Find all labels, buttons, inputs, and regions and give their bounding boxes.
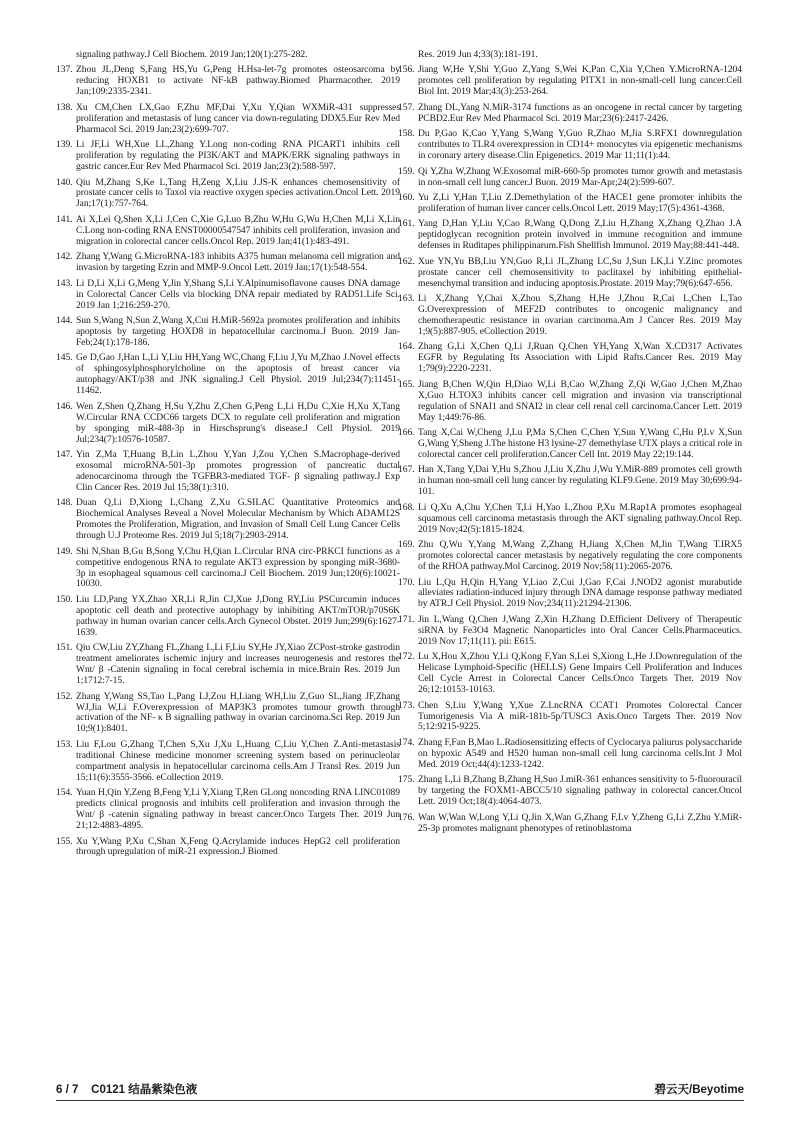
reference-text: signaling pathway.J Cell Biochem. 2019 Jan;120(1):275-282. bbox=[76, 49, 308, 60]
reference-text: Xu CM,Chen LX,Gao F,Zhu MF,Dai Y,Xu Y,Qian WXMiR-431 suppresses proliferation and metastasis of lung cancer via down-regulating DDX5.Eur Rev Med Pharmacol Sci. 2019 Jan;23(2):699-707. bbox=[76, 101, 400, 135]
reference-text: Zhang Y,Wang SS,Tao L,Pang LJ,Zou H,Liang WH,Liu Z,Guo SL,Jiang JF,Zhang WJ,Jia W,Li F.Overexpression of MAP3K3 promotes tumour growth through activation of the NF- κ B signalling pathway in ovarian carcinoma.Sci Rep. 2019 Jun 10;9(1):8401. bbox=[76, 690, 400, 735]
reference-text: Xue YN,Yu BB,Liu YN,Guo R,Li JL,Zhang LC,Su J,Sun LK,Li Y.Zinc promotes prostate cancer cell chemosensitivity to paclitaxel by inhibiting epithelial-mesenchymal transition and inducing apoptosis.Prostate. 2019 May;79(6):647-656. bbox=[418, 255, 742, 289]
reference-item bbox=[398, 129, 742, 162]
reference-text: Res. 2019 Jun 4;33(3):181-191. bbox=[418, 49, 538, 60]
reference-item bbox=[398, 578, 742, 611]
reference-number: 141. bbox=[56, 213, 73, 225]
reference-number: 165. bbox=[398, 378, 415, 390]
reference-number: 149. bbox=[56, 545, 73, 557]
reference-item bbox=[56, 103, 400, 136]
reference-number: 167. bbox=[398, 464, 415, 476]
reference-number: 157. bbox=[398, 101, 415, 113]
reference-number: 137. bbox=[56, 64, 73, 76]
reference-text: Han X,Tang Y,Dai Y,Hu S,Zhou J,Liu X,Zhu J,Wu Y.MiR-889 promotes cell growth in human non-small cell lung cancer by regulating KLF9.Gene. 2019 May 30;699:94-101. bbox=[418, 464, 742, 498]
reference-item bbox=[56, 643, 400, 687]
reference-number: 151. bbox=[56, 642, 73, 654]
reference-text: Ai X,Lei Q,Shen X,Li J,Cen C,Xie G,Luo B,Zhu W,Hu G,Wu H,Chen M,Li X,Lin C.Long non-coding RNA ENST00000547547 inhibits cell proliferation, invasion and migration in colorectal cancer cells.Oncol Rep. 2019 Jan;41(1):483-491. bbox=[76, 213, 400, 247]
reference-item bbox=[398, 465, 742, 498]
reference-text: Shi N,Shan B,Gu B,Song Y,Chu H,Qian L.Circular RNA circ-PRKCI functions as a competitive endogenous RNA to regulate AKT3 expression by sponging miR-3680-3p in esophageal squamous cell carcinoma.J Cell Biochem. 2019 Jun;120(6):10021-10030. bbox=[76, 545, 400, 590]
reference-number: 148. bbox=[56, 497, 73, 509]
reference-text: Liu F,Lou G,Zhang T,Chen S,Xu J,Xu L,Huang C,Liu Y,Chen Z.Anti-metastasis traditional Chinese medicine monomer screening system based on perinucleolar compartment analysis in hepatocellular carcinoma cells.Am J Transl Res. 2019 Jun 15;11(6):3555-3566. eCollection 2019. bbox=[76, 738, 400, 783]
reference-item bbox=[398, 103, 742, 125]
reference-number: 163. bbox=[398, 293, 415, 305]
reference-item bbox=[56, 140, 400, 173]
reference-text: Sun S,Wang N,Sun Z,Wang X,Cui H.MiR-5692a promotes proliferation and inhibits apoptosis by targeting HOXD8 in hepatocellular carcinoma.J Buon. 2019 Jan-Feb;24(1):178-186. bbox=[76, 315, 400, 348]
reference-number: 144. bbox=[56, 315, 73, 327]
reference-column-right bbox=[398, 50, 742, 839]
reference-item bbox=[398, 380, 742, 424]
reference-text: Zhang F,Fan B,Mao L.Radiosensitizing effects of Cyclocarya paliurus polysaccharide on hypoxic A549 and H520 human non-small cell lung carcinoma cells.Int J Mol Med. 2019 Oct;44(4):1233-1242. bbox=[418, 736, 742, 770]
reference-item bbox=[398, 219, 742, 252]
reference-text: Qi Y,Zha W,Zhang W.Exosomal miR-660-5p promotes tumor growth and metastasis in non-small cell lung cancer.J Buon. 2019 Mar-Apr;24(2):599-607. bbox=[418, 165, 742, 188]
reference-number: 170. bbox=[398, 576, 415, 588]
brand-name: 碧云天/Beyotime bbox=[654, 1084, 744, 1096]
reference-item bbox=[56, 547, 400, 591]
reference-number: 145. bbox=[56, 352, 73, 364]
reference-text: Duan Q,Li D,Xiong L,Chang Z,Xu G.SILAC Quantitative Proteomics and Biochemical Analyses Reveal a Novel Molecular Mechanism by Which ADAM12S Promotes the Proliferation, Migration, and Invasion of Small Cell Lung Cancer Cells through U.J Proteome Res. 2019 Jul 5;18(7):2903-2914. bbox=[76, 497, 400, 542]
page-number: 6 / 7 bbox=[56, 1084, 79, 1096]
reference-text: Jiang W,He Y,Shi Y,Guo Z,Yang S,Wei K,Pan C,Xia Y,Chen Y.MicroRNA-1204 promotes cell proliferation by regulating PITX1 in non-small-cell lung cancer.Cell Biol Int. 2019 Mar;43(3):253-264. bbox=[418, 64, 742, 98]
reference-text: Li Q,Xu A,Chu Y,Chen T,Li H,Yao L,Zhou P,Xu M.Rap1A promotes esophageal squamous cell carcinoma metastasis through the AKT signaling pathway.Oncol Rep. 2019 Nov;42(5):1815-1824. bbox=[418, 501, 742, 535]
reference-text: Wen Z,Shen Q,Zhang H,Su Y,Zhu Z,Chen G,Peng L,Li H,Du C,Xie H,Xu X,Tang W.Circular RNA CCDC66 targets DCX to regulate cell proliferation and migration by sponging miR-488-3p in Hirschsprung's disease.J Cell Physiol. 2019 Jul;234(7):10576-10587. bbox=[76, 400, 400, 445]
reference-text: Du P,Gao K,Cao Y,Yang S,Wang Y,Guo R,Zhao M,Jia S.RFX1 downregulation contributes to TLR4 overexpression in CD14+ monocytes via epigenetic mechanisms in coronary artery disease.Clin Epigenetics. 2019 Mar 11;11(1):44. bbox=[418, 128, 742, 162]
product-title: C0121 结晶紫染色液 bbox=[91, 1084, 198, 1096]
reference-number: 176. bbox=[398, 811, 415, 823]
reference-number: 174. bbox=[398, 736, 415, 748]
reference-number: 143. bbox=[56, 277, 73, 289]
reference-number: 171. bbox=[398, 613, 415, 625]
reference-item bbox=[56, 740, 400, 784]
reference-item bbox=[56, 252, 400, 274]
reference-item bbox=[398, 813, 742, 835]
reference-text: Zhu Q,Wu Y,Yang M,Wang Z,Zhang H,Jiang X,Chen M,Jin T,Wang T.IRX5 promotes colorectal cancer metastasis by negatively regulating the core components of the RHOA pathway.Mol Carcinog. 2019 Nov;58(11):2065-2076. bbox=[418, 539, 742, 573]
reference-number: 162. bbox=[398, 255, 415, 267]
reference-number: 140. bbox=[56, 176, 73, 188]
reference-text: Li X,Zhang Y,Chai X,Zhou S,Zhang H,He J,Zhou R,Cai L,Chen L,Tao G.Overexpression of MEF2D contributes to oncogenic malignancy and chemotherapeutic resistance in ovarian carcinoma.Am J Cancer Res. 2019 May 1;9(5):887-905. eCollection 2019. bbox=[418, 293, 742, 337]
reference-text: Liu L,Qu H,Qin H,Yang Y,Liao Z,Cui J,Gao F,Cai J.NOD2 agonist murabutide alleviates radiation-induced injury through DNA damage response pathway mediated by ATR.J Cell Physiol. 2019 Nov;234(11):21294-21306. bbox=[418, 576, 742, 610]
reference-number: 150. bbox=[56, 593, 73, 605]
reference-number: 166. bbox=[398, 427, 415, 439]
reference-text: Tang X,Cai W,Cheng J,Lu P,Ma S,Chen C,Chen Y,Sun Y,Wang C,Hu P,Lv X,Sun G,Wang Y,Sheng J.The histone H3 lysine-27 demethylase UTX plays a critical role in colorectal cancer cell proliferation.Cancer Cell Int. 2019 May 22;19:144. bbox=[418, 427, 742, 460]
reference-text: Jin L,Wang Q,Chen J,Wang Z,Xin H,Zhang D.Efficient Delivery of Therapeutic siRNA by Fe3O4 Magnetic Nanoparticles into Oral Cancer Cells.Pharmaceutics. 2019 Nov 17;11(11). pii: E615. bbox=[418, 613, 742, 647]
reference-item bbox=[398, 540, 742, 573]
reference-item bbox=[56, 692, 400, 736]
reference-item bbox=[56, 279, 400, 312]
reference-text: Chen S,Liu Y,Wang Y,Xue Z.LncRNA CCAT1 Promotes Colorectal Cancer Tumorigenesis Via A miR-181b-5p/TUSC3 Axis.Onco Targets Ther. 2019 Nov 5;12:9215-9225. bbox=[418, 699, 742, 733]
reference-item bbox=[398, 615, 742, 648]
reference-number: 147. bbox=[56, 449, 73, 460]
reference-number: 168. bbox=[398, 501, 415, 513]
reference-item bbox=[56, 595, 400, 639]
reference-continuation bbox=[398, 50, 742, 61]
reference-text: Li JF,Li WH,Xue LL,Zhang Y.Long non-coding RNA PICART1 inhibits cell proliferation by regulating the PI3K/AKT and MAPK/ERK signaling pathways in gastric cancer.Eur Rev Med Pharmacol Sci. 2019 Jan;23(2):588-597. bbox=[76, 139, 400, 173]
reference-text: Jiang B,Chen W,Qin H,Diao W,Li B,Cao W,Zhang Z,Qi W,Gao J,Chen M,Zhao X,Guo H.TOX3 inhibits cancer cell migration and invasion via transcriptional regulation of SNAI1 and SNAI2 in clear cell renal cell carcinoma.Cancer Lett. 2019 May 1;449:76-86. bbox=[418, 378, 742, 423]
reference-continuation bbox=[56, 50, 400, 61]
reference-number: 155. bbox=[56, 835, 73, 847]
reference-text: Zhang Y,Wang G.MicroRNA-183 inhibits A375 human melanoma cell migration and invasion by targeting Ezrin and MMP-9.Oncol Lett. 2019 Jan;17(1):548-554. bbox=[76, 251, 400, 274]
reference-item bbox=[56, 837, 400, 859]
reference-text: Liu LD,Pang YX,Zhao XR,Li R,Jin CJ,Xue J,Dong RY,Liu PSCurcumin induces apoptotic cell death and protective autophagy by inhibiting AKT/mTOR/p70S6K pathway in human ovarian cancer cells.Arch Gynecol Obstet. 2019 Jun;299(6):1627-1639. bbox=[76, 593, 400, 638]
reference-text: Xu Y,Wang P,Xu C,Shan X,Feng Q.Acrylamide induces HepG2 cell proliferation through upregulation of miR-21 expression.J Biomed bbox=[76, 835, 400, 858]
page-footer bbox=[56, 1078, 744, 1101]
reference-item bbox=[398, 257, 742, 290]
reference-text: Yin Z,Ma T,Huang B,Lin L,Zhou Y,Yan J,Zou Y,Chen S.Macrophage-derived exosomal microRNA-501-3p promotes progression of pancreatic ductal adenocarcinoma through the TGFBR3-mediated TGF- β signaling pathway.J Exp Clin Cancer Res. 2019 Jul 15;38(1):310. bbox=[76, 449, 400, 493]
reference-number: 156. bbox=[398, 64, 415, 76]
reference-number: 153. bbox=[56, 738, 73, 750]
reference-text: Ge D,Gao J,Han L,Li Y,Liu HH,Yang WC,Chang F,Liu J,Yu M,Zhao J.Novel effects of sphingosylphosphorylcholine on the apoptosis of breast cancer via autophagy/AKT/p38 and JNK signaling.J Cell Physiol. 2019 Jul;234(7):11451-11462. bbox=[76, 352, 400, 397]
reference-number: 154. bbox=[56, 787, 73, 799]
reference-text: Li D,Li X,Li G,Meng Y,Jin Y,Shang S,Li Y.Alpinumisoflavone causes DNA damage in Colorectal Cancer Cells via blocking DNA repair mediated by RAD51.Life Sci. 2019 Jan 1;216:259-270. bbox=[76, 277, 400, 311]
reference-text: Wan W,Wan W,Long Y,Li Q,Jin X,Wan G,Zhang F,Lv Y,Zheng G,Li Z,Zhu Y.MiR-25-3p promotes malignant phenotypes of retinoblastoma bbox=[418, 811, 742, 834]
reference-item bbox=[56, 316, 400, 349]
reference-item bbox=[398, 503, 742, 536]
reference-item bbox=[56, 65, 400, 98]
reference-text: Yang D,Han Y,Liu Y,Cao R,Wang Q,Dong Z,Liu H,Zhang X,Zhang Q,Zhao J.A peptidoglycan recognition protein involved in immune recognition and immune defenses in Ruditapes philippinarum.Fish Shellfish Immunol. 2019 May;88:441-448. bbox=[418, 218, 742, 252]
reference-item bbox=[56, 353, 400, 397]
reference-number: 158. bbox=[398, 128, 415, 140]
reference-number: 175. bbox=[398, 774, 415, 786]
reference-number: 159. bbox=[398, 165, 415, 177]
footer-left bbox=[56, 1081, 197, 1097]
reference-number: 152. bbox=[56, 690, 73, 702]
reference-text: Yuan H,Qin Y,Zeng B,Feng Y,Li Y,Xiang T,Ren GLong noncoding RNA LINC01089 predicts clinical prognosis and inhibits cell proliferation and invasion through the Wnt/ β -catenin signaling pathway in breast cancer.Onco Targets Ther. 2019 Jun 21;12:4883-4895. bbox=[76, 787, 400, 832]
reference-item bbox=[56, 215, 400, 248]
reference-item bbox=[398, 738, 742, 771]
reference-item bbox=[56, 788, 400, 832]
reference-number: 172. bbox=[398, 651, 415, 663]
reference-text: Yu Z,Li Y,Han T,Liu Z.Demethylation of the HACE1 gene promoter inhibits the proliferation of human liver cancer cells.Oncol Lett. 2019 May;17(5):4361-4368. bbox=[418, 191, 742, 214]
reference-text: Qiu M,Zhang S,Ke L,Tang H,Zeng X,Liu J.JS-K enhances chemosensitivity of prostate cancer cells to Taxol via reactive oxygen species activation.Oncol Lett. 2019 Jan;17(1):757-764. bbox=[76, 176, 400, 210]
reference-number: 173. bbox=[398, 699, 415, 711]
reference-item bbox=[398, 65, 742, 98]
reference-item bbox=[398, 428, 742, 461]
reference-number: 169. bbox=[398, 539, 415, 551]
reference-column-left bbox=[56, 50, 400, 863]
reference-item bbox=[56, 402, 400, 446]
reference-number: 160. bbox=[398, 191, 415, 203]
reference-item bbox=[398, 775, 742, 808]
reference-item bbox=[56, 450, 400, 494]
reference-number: 146. bbox=[56, 400, 73, 412]
reference-item bbox=[398, 652, 742, 696]
reference-item bbox=[398, 342, 742, 375]
reference-text: Zhang DL,Yang N.MiR-3174 functions as an oncogene in rectal cancer by targeting PCBD2.Eur Rev Med Pharmacol Sci. 2019 Mar;23(6):2417-2426. bbox=[418, 101, 742, 124]
reference-number: 138. bbox=[56, 101, 73, 113]
reference-number: 142. bbox=[56, 251, 73, 263]
reference-item bbox=[398, 294, 742, 338]
reference-item bbox=[398, 167, 742, 189]
reference-number: 139. bbox=[56, 139, 73, 151]
reference-number: 164. bbox=[398, 341, 415, 353]
reference-number: 161. bbox=[398, 218, 415, 230]
reference-text: Qiu CW,Liu ZY,Zhang FL,Zhang L,Li F,Liu SY,He JY,Xiao ZCPost-stroke gastrodin treatment ameliorates ischemic injury and increases neurogenesis and restores the Wnt/ β -Catenin signaling in focal cerebral ischemia in mice.Brain Res. 2019 Jun 1;1712:7-15. bbox=[76, 642, 400, 687]
reference-text: Zhou JL,Deng S,Fang HS,Yu G,Peng H.Hsa-let-7g promotes osteosarcoma by reducing HOXB1 to activate NF-kB pathway.Biomed Pharmacother. 2019 Jan;109:2335-2341. bbox=[76, 64, 400, 98]
reference-item bbox=[56, 178, 400, 211]
reference-item bbox=[398, 193, 742, 215]
reference-text: Zhang L,Li B,Zhang B,Zhang H,Suo J.miR-361 enhances sensitivity to 5-fluorouracil by targeting the FOXM1-ABCC5/10 signaling pathway in colorectal cancer.Oncol Lett. 2019 Oct;18(4):4064-4073. bbox=[418, 774, 742, 808]
reference-text: Zhang G,Li X,Chen Q,Li J,Ruan Q,Chen YH,Yang X,Wan X.CD317 Activates EGFR by Regulating Its Association with Lipid Rafts.Cancer Res. 2019 May 1;79(9):2220-2231. bbox=[418, 341, 742, 375]
reference-item bbox=[56, 498, 400, 542]
reference-text: Lu X,Hou X,Zhou Y,Li Q,Kong F,Yan S,Lei S,Xiong L,He J.Downregulation of the Helicase Lymphoid-Specific (HELLS) Gene Impairs Cell Proliferation and Induces Cell Cycle Arrest in Colorectal Cancer Cells.Onco Targets Ther. 2019 Nov 26;12:10153-10163. bbox=[418, 651, 742, 696]
reference-item bbox=[398, 701, 742, 734]
